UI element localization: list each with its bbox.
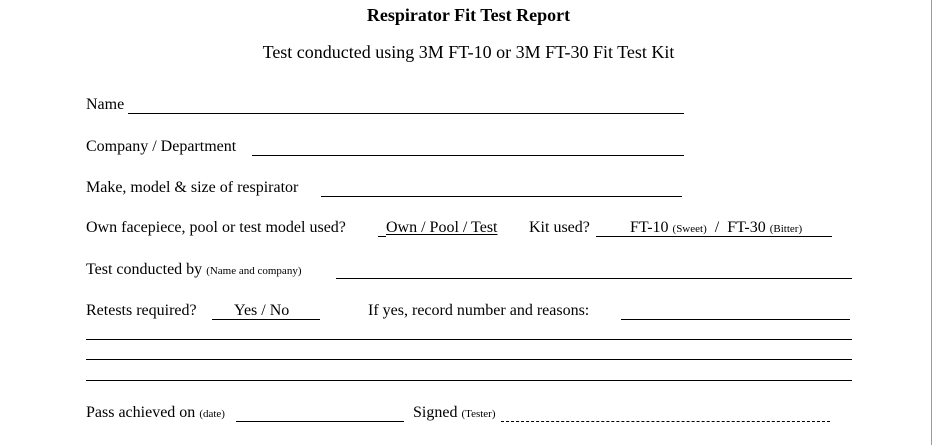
reasons-field-1[interactable] [621,319,850,320]
respirator-field[interactable] [321,196,682,197]
pass-note: (date) [199,408,225,420]
kit-ft30[interactable]: FT-30 [727,219,766,236]
company-field[interactable] [252,155,684,156]
conducted-label [86,261,301,280]
pass-label-text: Pass achieved on [86,404,196,421]
conducted-note: (Name and company) [206,265,302,277]
facepiece-options[interactable] [386,219,497,237]
kit-ft30-note: (Bitter) [769,223,803,235]
name-field[interactable] [128,113,684,114]
kit-separator: / [714,219,720,236]
reasons-field-3[interactable] [86,359,852,360]
ifyes-label: If yes, record number and reasons: [368,302,590,319]
facepiece-options-text[interactable]: Own / Pool / Test [386,219,498,236]
reasons-field-4[interactable] [86,380,852,381]
kit-options[interactable] [630,219,802,238]
form-title: Respirator Fit Test Report [366,5,571,25]
respirator-label: Make, model & size of respirator [86,179,299,196]
signature-field[interactable] [501,421,830,422]
pass-date-field[interactable] [236,421,404,422]
retests-options[interactable]: Yes / No [234,302,290,319]
signed-label-text: Signed [413,404,458,421]
kit-ft10[interactable]: FT-10 [630,219,669,236]
retests-label: Retests required? [86,302,197,319]
signed-label [413,404,496,423]
pass-label [86,404,225,423]
company-label: Company / Department [86,138,237,155]
kit-label: Kit used? [529,219,590,236]
facepiece-rule-lead [378,236,386,237]
name-label: Name [86,96,125,113]
signed-note: (Tester) [461,408,496,420]
reasons-field-2[interactable] [86,339,852,340]
kit-ft10-note: (Sweet) [672,223,707,235]
page-edge [931,0,932,445]
conducted-field[interactable] [336,278,852,279]
conducted-label-text: Test conducted by [86,261,203,278]
form-subtitle: Test conducted using 3M FT-10 or 3M FT-30 Fit Test Kit [262,42,675,62]
facepiece-label: Own facepiece, pool or test model used? [86,219,346,236]
